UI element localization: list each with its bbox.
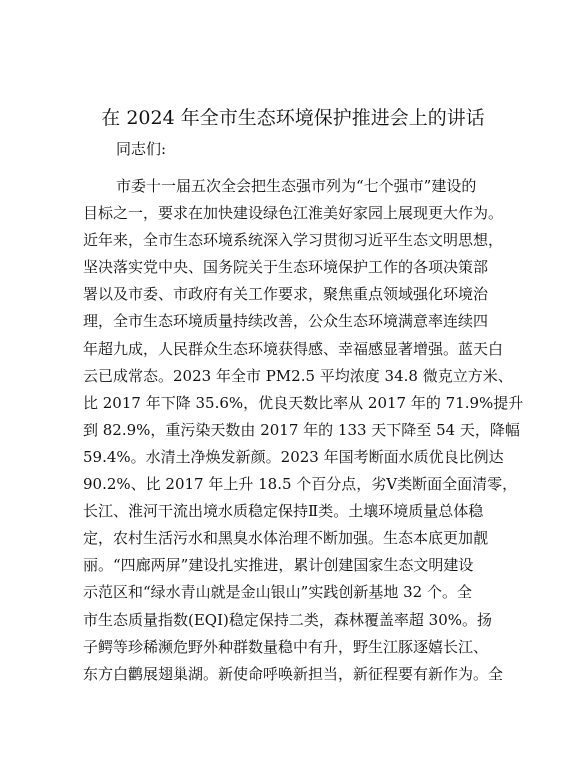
body-line: 定，农村生活污水和黑臭水体治理不断加强。生态本底更加靓: [83, 529, 489, 548]
body-line: 目标之一，要求在加快建设绿色江淮美好家园上展现更大作为。: [83, 204, 504, 223]
body-line: 市委十一届五次全会把生态强市列为“七个强市”建设的: [116, 177, 477, 195]
body-line: 子鳄等珍稀濒危野外种群数量稳中有升，野生江豚逐嬉长江、: [83, 637, 489, 656]
body-line: 示范区和“绿水青山就是金山银山”实践创新基地 32 个。全: [83, 583, 472, 602]
body-line: 云已成常态。2023 年全市 PM2.5 平均浓度 34.8 微克立方米、: [83, 366, 513, 385]
document-title: 在 2024 年全市生态环境保护推进会上的讲话: [101, 107, 485, 129]
body-line: 年超九成，人民群众生态环境获得感、幸福感显著增强。蓝天白: [83, 339, 504, 358]
body-line: 东方白鹳展翅巢湖。新使命呼唤新担当，新征程要有新作为。全: [83, 664, 504, 683]
body-line: 长江、淮河干流出境水质稳定保持Ⅱ类。土壤环境质量总体稳: [83, 502, 484, 521]
body-line: 丽。“四廊两屏”建设扎实推进，累计创建国家生态文明建设: [83, 556, 474, 575]
body-line: 坚决落实党中央、国务院关于生态环境保护工作的各项决策部: [83, 258, 489, 277]
body-line: 理，全市生态环境质量持续改善，公众生态环境满意率连续四: [83, 312, 489, 331]
body-line: 署以及市委、市政府有关工作要求，聚焦重点领域强化环境治: [83, 285, 489, 304]
body-line: 近年来，全市生态环境系统深入学习贯彻习近平生态文明思想，: [83, 231, 504, 250]
salutation: 同志们:: [116, 140, 167, 158]
body-line: 90.2%、比 2017 年上升 18.5 个百分点，劣Ⅴ类断面全面清零，: [83, 475, 518, 494]
body-line: 59.4%。水清土净焕发新颜。2023 年国考断面水质优良比例达: [83, 447, 504, 466]
body-line: 市生态质量指数(EQI)稳定保持二类，森林覆盖率超 30%。扬: [83, 610, 492, 629]
body-line: 到 82.9%，重污染天数由 2017 年的 133 天下降至 54 天，降幅: [83, 420, 520, 439]
body-paragraph: [83, 173, 524, 688]
body-line: 比 2017 年下降 35.6%，优良天数比率从 2017 年的 71.9%提升: [83, 393, 524, 412]
